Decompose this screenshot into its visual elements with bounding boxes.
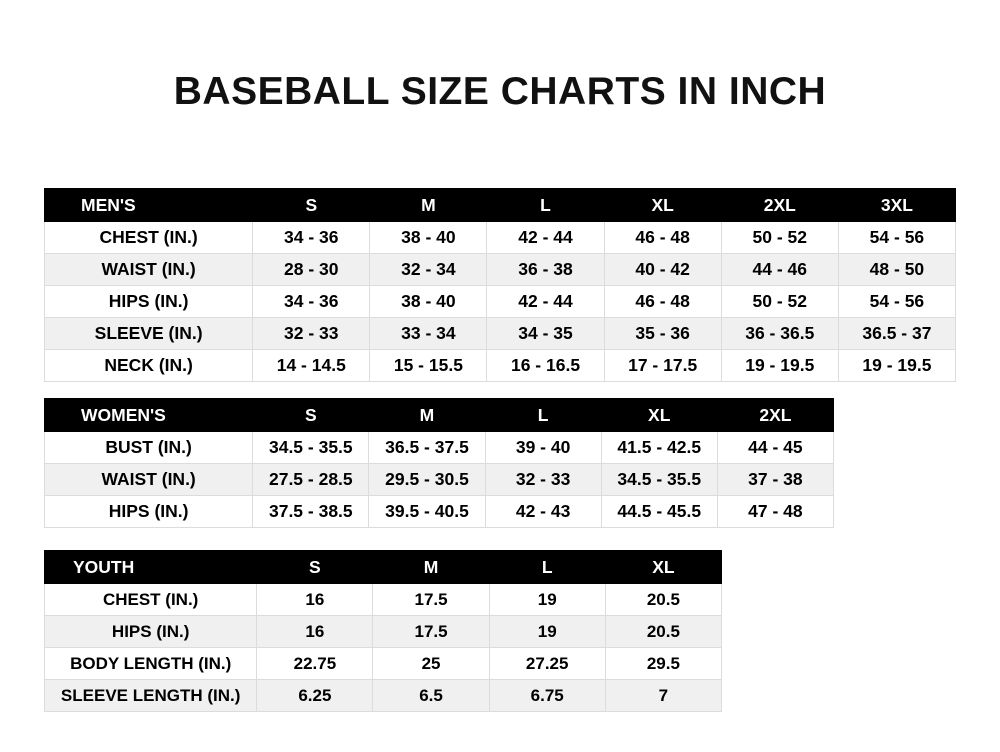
table-cell: 6.75: [489, 680, 605, 712]
mens-size-table: [44, 188, 956, 382]
table-cell: 39.5 - 40.5: [369, 496, 485, 528]
table-cell: 36.5 - 37: [838, 318, 955, 350]
column-header: L: [487, 189, 604, 222]
table-cell: 46 - 48: [604, 222, 721, 254]
table-header-row: [45, 189, 956, 222]
table-cell: 44.5 - 45.5: [601, 496, 717, 528]
table-cell: 28 - 30: [253, 254, 370, 286]
row-label: CHEST (IN.): [45, 222, 253, 254]
table-cell: 38 - 40: [370, 222, 487, 254]
table-cell: 42 - 44: [487, 222, 604, 254]
column-header: 2XL: [721, 189, 838, 222]
row-label: WAIST (IN.): [45, 254, 253, 286]
table-row: [45, 318, 956, 350]
table-category-label: MEN'S: [45, 189, 253, 222]
table-cell: 54 - 56: [838, 286, 955, 318]
table-cell: 36.5 - 37.5: [369, 432, 485, 464]
column-header: S: [253, 189, 370, 222]
table-cell: 42 - 43: [485, 496, 601, 528]
table-cell: 6.25: [257, 680, 373, 712]
table-cell: 40 - 42: [604, 254, 721, 286]
column-header: M: [370, 189, 487, 222]
table-cell: 16: [257, 616, 373, 648]
table-cell: 20.5: [605, 584, 721, 616]
table-category-label: YOUTH: [45, 551, 257, 584]
table-cell: 29.5 - 30.5: [369, 464, 485, 496]
table-cell: 36 - 38: [487, 254, 604, 286]
youth-size-table: [44, 550, 722, 712]
table-cell: 16 - 16.5: [487, 350, 604, 382]
table-cell: 34.5 - 35.5: [601, 464, 717, 496]
table-cell: 17 - 17.5: [604, 350, 721, 382]
row-label: NECK (IN.): [45, 350, 253, 382]
table-row: [45, 680, 722, 712]
column-header: M: [373, 551, 489, 584]
table-cell: 32 - 33: [253, 318, 370, 350]
column-header: L: [489, 551, 605, 584]
column-header: XL: [601, 399, 717, 432]
table-cell: 44 - 46: [721, 254, 838, 286]
row-label: SLEEVE (IN.): [45, 318, 253, 350]
table-row: [45, 648, 722, 680]
table-cell: 29.5: [605, 648, 721, 680]
table-cell: 44 - 45: [717, 432, 833, 464]
table-cell: 35 - 36: [604, 318, 721, 350]
table-cell: 17.5: [373, 616, 489, 648]
table-cell: 17.5: [373, 584, 489, 616]
table-cell: 34 - 36: [253, 222, 370, 254]
table-cell: 14 - 14.5: [253, 350, 370, 382]
table-cell: 6.5: [373, 680, 489, 712]
row-label: SLEEVE LENGTH (IN.): [45, 680, 257, 712]
column-header: XL: [604, 189, 721, 222]
table-cell: 19 - 19.5: [721, 350, 838, 382]
row-label: HIPS (IN.): [45, 616, 257, 648]
table-cell: 32 - 33: [485, 464, 601, 496]
table-cell: 50 - 52: [721, 286, 838, 318]
row-label: BUST (IN.): [45, 432, 253, 464]
table-cell: 32 - 34: [370, 254, 487, 286]
table-cell: 46 - 48: [604, 286, 721, 318]
table-cell: 15 - 15.5: [370, 350, 487, 382]
column-header: 3XL: [838, 189, 955, 222]
table-cell: 19: [489, 584, 605, 616]
table-cell: 37 - 38: [717, 464, 833, 496]
table-cell: 34 - 36: [253, 286, 370, 318]
table-cell: 27.25: [489, 648, 605, 680]
table-cell: 20.5: [605, 616, 721, 648]
table-row: [45, 496, 834, 528]
table-header-row: [45, 399, 834, 432]
column-header: S: [257, 551, 373, 584]
table-row: [45, 432, 834, 464]
table-cell: 16: [257, 584, 373, 616]
column-header: M: [369, 399, 485, 432]
womens-size-table: [44, 398, 834, 528]
table-cell: 34.5 - 35.5: [253, 432, 369, 464]
table-row: [45, 464, 834, 496]
table-category-label: WOMEN'S: [45, 399, 253, 432]
table-cell: 25: [373, 648, 489, 680]
row-label: BODY LENGTH (IN.): [45, 648, 257, 680]
table-cell: 33 - 34: [370, 318, 487, 350]
table-cell: 48 - 50: [838, 254, 955, 286]
column-header: L: [485, 399, 601, 432]
table-header-row: [45, 551, 722, 584]
column-header: S: [253, 399, 369, 432]
row-label: HIPS (IN.): [45, 286, 253, 318]
row-label: CHEST (IN.): [45, 584, 257, 616]
table-cell: 22.75: [257, 648, 373, 680]
row-label: HIPS (IN.): [45, 496, 253, 528]
table-row: [45, 286, 956, 318]
table-row: [45, 616, 722, 648]
table-cell: 47 - 48: [717, 496, 833, 528]
table-cell: 34 - 35: [487, 318, 604, 350]
column-header: 2XL: [717, 399, 833, 432]
table-cell: 42 - 44: [487, 286, 604, 318]
table-cell: 38 - 40: [370, 286, 487, 318]
table-row: [45, 350, 956, 382]
table-cell: 41.5 - 42.5: [601, 432, 717, 464]
table-row: [45, 584, 722, 616]
table-cell: 27.5 - 28.5: [253, 464, 369, 496]
table-cell: 50 - 52: [721, 222, 838, 254]
table-row: [45, 222, 956, 254]
table-cell: 37.5 - 38.5: [253, 496, 369, 528]
table-cell: 19: [489, 616, 605, 648]
table-cell: 54 - 56: [838, 222, 955, 254]
table-cell: 7: [605, 680, 721, 712]
column-header: XL: [605, 551, 721, 584]
table-cell: 19 - 19.5: [838, 350, 955, 382]
row-label: WAIST (IN.): [45, 464, 253, 496]
table-cell: 36 - 36.5: [721, 318, 838, 350]
page-title: BASEBALL SIZE CHARTS IN INCH: [173, 70, 827, 113]
table-row: [45, 254, 956, 286]
table-cell: 39 - 40: [485, 432, 601, 464]
